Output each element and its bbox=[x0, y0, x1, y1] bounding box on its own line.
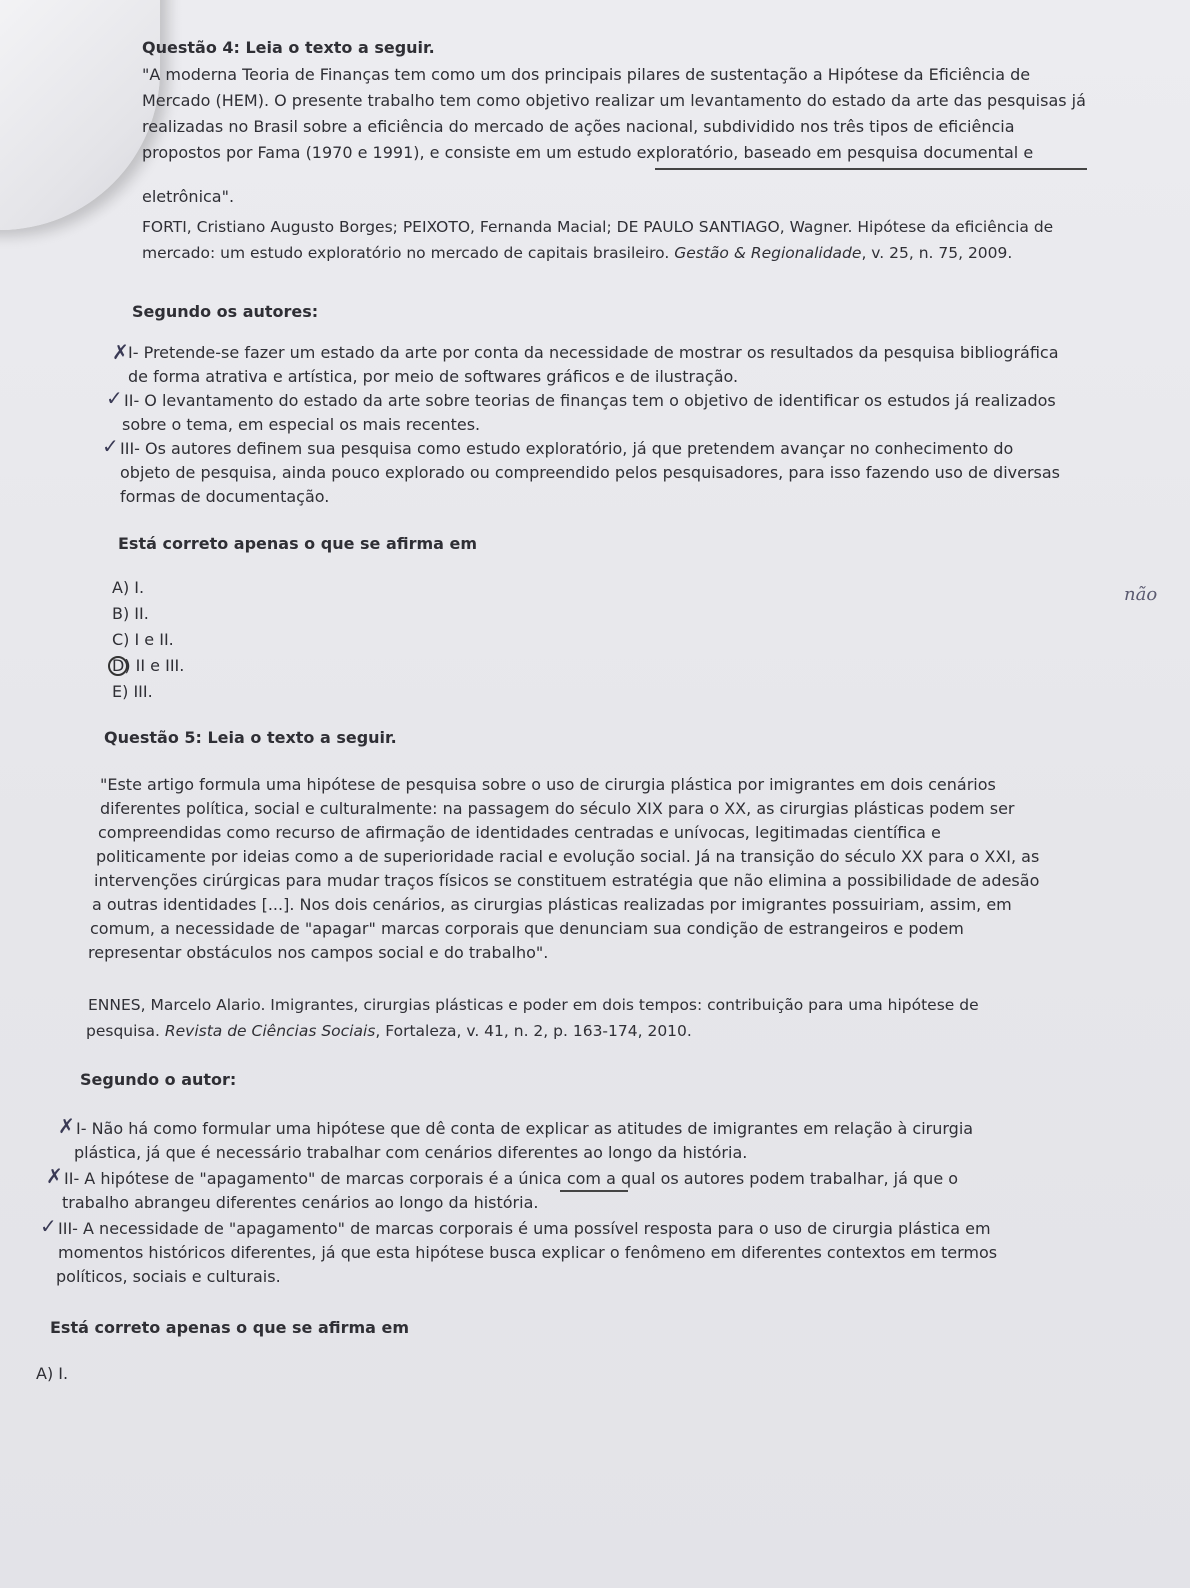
quote-line: propostos por Fama (1970 e 1991), e consiste em um estudo exploratório, baseado em pesquisa documental e bbox=[142, 143, 1034, 162]
option-d[interactable]: D) II e III. bbox=[112, 656, 185, 675]
statement-line: sobre o tema, em especial os mais recentes. bbox=[122, 415, 481, 434]
statement-line: formas de documentação. bbox=[120, 487, 330, 506]
quote-line: representar obstáculos nos campos social e do trabalho". bbox=[88, 943, 549, 962]
cross-mark: ✗ bbox=[46, 1164, 63, 1188]
check-mark: ✓ bbox=[40, 1214, 57, 1238]
statement-line: I- Pretende-se fazer um estado da arte por conta da necessidade de mostrar os resultados da pesquisa bibliográfica bbox=[128, 343, 1059, 362]
statement-line: objeto de pesquisa, ainda pouco explorado ou compreendido pelos pesquisadores, para isso fazendo uso de diversas bbox=[120, 463, 1060, 482]
question-4-subheading: Segundo os autores: bbox=[132, 302, 319, 321]
statement-line: III- Os autores definem sua pesquisa como estudo exploratório, já que pretendem avançar no conhecimento do bbox=[120, 439, 1014, 458]
statement-line: políticos, sociais e culturais. bbox=[56, 1267, 281, 1286]
quote-line: a outras identidades [...]. Nos dois cenários, as cirurgias plásticas realizadas por imigrantes possuiriam, assim, em bbox=[92, 895, 1012, 914]
question-4-reference-line-1: FORTI, Cristiano Augusto Borges; PEIXOTO, Fernanda Macial; DE PAULO SANTIAGO, Wagner. Hipótese da eficiência de bbox=[142, 218, 1054, 236]
quote-line: eletrônica". bbox=[142, 187, 235, 206]
option-e[interactable]: E) III. bbox=[112, 682, 153, 701]
quote-line: intervenções cirúrgicas para mudar traços físicos se constituem estratégia que não elimina a possibilidade de adesão bbox=[94, 871, 1040, 890]
option-c[interactable]: C) I e II. bbox=[112, 630, 174, 649]
cross-mark: ✗ bbox=[112, 340, 129, 364]
option-a[interactable]: A) I. bbox=[112, 578, 145, 597]
statement-line: II- A hipótese de "apagamento" de marcas corporais é a única com a qual os autores podem trabalhar, já que o bbox=[64, 1169, 959, 1188]
statement-line: momentos históricos diferentes, já que esta hipótese busca explicar o fenômeno em diferentes contextos em termos bbox=[58, 1243, 998, 1262]
pen-underline bbox=[560, 1190, 628, 1192]
statement-line: II- O levantamento do estado da arte sobre teorias de finanças tem o objetivo de identificar os estudos já realizados bbox=[124, 391, 1056, 410]
question-4-prompt: Está correto apenas o que se afirma em bbox=[118, 534, 478, 553]
folded-page-corner bbox=[0, 0, 160, 230]
question-5-prompt: Está correto apenas o que se afirma em bbox=[50, 1318, 410, 1337]
quote-line: comum, a necessidade de "apagar" marcas corporais que denunciam sua condição de estrangeiros e podem bbox=[90, 919, 964, 938]
quote-line: "A moderna Teoria de Finanças tem como um dos principais pilares de sustentação a Hipótese da Eficiência de bbox=[142, 65, 1031, 84]
question-5-subheading: Segundo o autor: bbox=[80, 1070, 237, 1089]
question-4-reference-line-2: mercado: um estudo exploratório no mercado de capitais brasileiro. Gestão & Regionalidade, v. 25, n. 75, 2009. bbox=[142, 244, 1013, 262]
pen-underline bbox=[655, 168, 1087, 170]
quote-line: diferentes política, social e culturalmente: na passagem do século XIX para o XX, as cirurgias plásticas podem ser bbox=[100, 799, 1015, 818]
statement-line: plástica, já que é necessário trabalhar com cenários diferentes ao longo da história. bbox=[74, 1143, 748, 1162]
statement-line: I- Não há como formular uma hipótese que dê conta de explicar as atitudes de imigrantes em relação à cirurgia bbox=[76, 1119, 974, 1138]
check-mark: ✓ bbox=[102, 434, 119, 458]
quote-line: politicamente por ideias como a de superioridade racial e evolução social. Já na transição do século XX para o XXI, as bbox=[96, 847, 1040, 866]
cross-mark: ✗ bbox=[58, 1114, 75, 1138]
check-mark: ✓ bbox=[106, 386, 123, 410]
question-5-reference-line-1: ENNES, Marcelo Alario. Imigrantes, cirurgias plásticas e poder em dois tempos: contribuição para uma hipótese de bbox=[88, 996, 979, 1014]
statement-line: de forma atrativa e artística, por meio de softwares gráficos e de ilustração. bbox=[128, 367, 739, 386]
quote-line: Mercado (HEM). O presente trabalho tem como objetivo realizar um levantamento do estado da arte das pesquisas já bbox=[142, 91, 1086, 110]
option-b[interactable]: B) II. bbox=[112, 604, 149, 623]
question-4-title: Questão 4: Leia o texto a seguir. bbox=[142, 38, 435, 57]
question-5-title: Questão 5: Leia o texto a seguir. bbox=[104, 728, 397, 747]
question-5-reference-line-2: pesquisa. Revista de Ciências Sociais, Fortaleza, v. 41, n. 2, p. 163-174, 2010. bbox=[86, 1022, 692, 1040]
quote-line: "Este artigo formula uma hipótese de pesquisa sobre o uso de cirurgia plástica por imigrantes em dois cenários bbox=[100, 775, 996, 794]
margin-note-nao: não bbox=[1124, 584, 1158, 605]
option-a[interactable]: A) I. bbox=[36, 1364, 69, 1383]
quote-line: realizadas no Brasil sobre a eficiência do mercado de ações nacional, subdividido nos três tipos de eficiência bbox=[142, 117, 1015, 136]
statement-line: trabalho abrangeu diferentes cenários ao longo da história. bbox=[62, 1193, 539, 1212]
quote-line: compreendidas como recurso de afirmação de identidades centradas e unívocas, legitimadas científica e bbox=[98, 823, 941, 842]
statement-line: III- A necessidade de "apagamento" de marcas corporais é uma possível resposta para o uso de cirurgia plástica em bbox=[58, 1219, 991, 1238]
